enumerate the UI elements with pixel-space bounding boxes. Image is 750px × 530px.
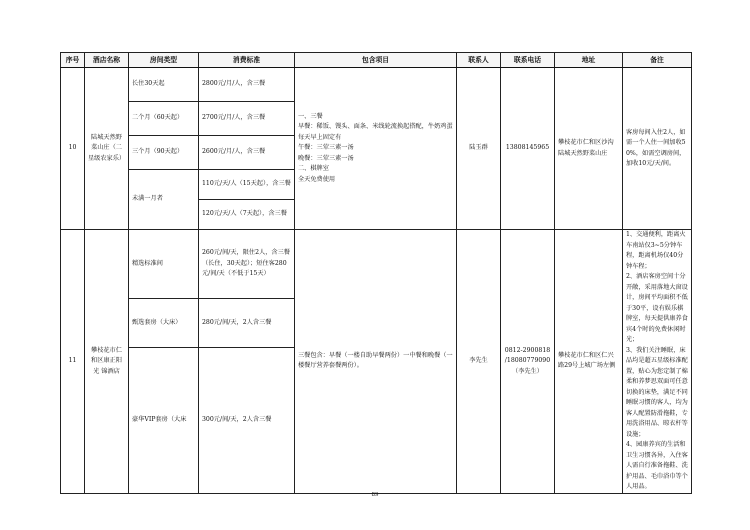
table-row	[61, 230, 692, 299]
price-cell: 110元/天/人（15天起），含三餐	[199, 170, 295, 200]
note-line: 1、交通便利，距离火车南站仅3~5分钟车程，距离机场仅40分钟车程；	[626, 231, 686, 270]
col-header-seq: 序号	[61, 53, 85, 68]
includes-line: 二、棋牌室	[298, 165, 329, 173]
room-type-cell: 未满一月者	[129, 170, 199, 230]
room-type-cell: 长住30天起	[129, 68, 199, 102]
includes-line: 午餐：三荤三素一汤	[298, 144, 354, 152]
col-header-includes: 包含项目	[295, 53, 457, 68]
price-cell: 2600元/月/人，含三餐	[199, 136, 295, 170]
note-line: 4、园康养宾的生活和卫生习惯各异，入住客人需自行准备拖鞋、洗护用品、毛巾浴巾等个人用品。	[626, 441, 688, 490]
hotel-name-cell: 陆城天然野菜山庄（二星级农家乐）	[85, 68, 129, 230]
col-header-room-type: 房间类型	[129, 53, 199, 68]
col-header-note: 备注	[623, 53, 692, 68]
room-type-cell: 三个月（90天起）	[129, 136, 199, 170]
includes-cell	[295, 68, 457, 230]
room-type-cell: 甄选套房（大床）	[129, 298, 199, 347]
includes-line: 早餐：稀饭、馒头、面条、米线轮流换起搭配，牛奶鸡蛋每天早上固定有	[298, 123, 453, 141]
room-type-cell: 豪华VIP套房（大床	[129, 348, 199, 493]
note-cell: 客房每间入住2人，如需一个人住一间加收50%，如需空调房间，加收10元/天/间。	[623, 68, 692, 230]
includes-cell: 三餐包含：早餐（一楼自助早餐两份）一中餐和晚餐（一楼餐厅营养套餐两份）。	[295, 230, 457, 494]
includes-line: 一、三餐	[298, 112, 323, 120]
col-header-contact: 联系人	[457, 53, 501, 68]
includes-line: 晚餐：三荤三素一汤	[298, 154, 354, 162]
price-cell: 2800元/月/人，含三餐	[199, 68, 295, 102]
col-header-phone: 联系电话	[501, 53, 555, 68]
room-type-cell: 二个月（60天起）	[129, 102, 199, 136]
header-row	[61, 53, 692, 68]
note-cell	[623, 230, 692, 494]
seq-cell: 10	[61, 68, 85, 230]
phone-cell: 13808145965	[501, 68, 555, 230]
room-type-cell: 精选标准间	[129, 230, 199, 299]
seq-cell: 11	[61, 230, 85, 494]
hotel-table	[60, 52, 692, 494]
price-cell: 260元/间/天，限住2人，含三餐（长住，30天起）；短住客280元/间/天（不低于15天）	[199, 230, 295, 299]
address-cell: 攀枝花市仁和区仁兴路29号上城广场左侧	[555, 230, 623, 494]
address-cell: 攀枝花市仁和区沙沟陆城天然野菜山庄	[555, 68, 623, 230]
col-header-hotel: 酒店名称	[85, 53, 129, 68]
phone-cell	[501, 230, 555, 494]
note-line: 2、酒店客房空间十分开敞，采用落地大窗设计，房间平均面积不低于30平，设有娱乐棋牌室，每天提供康养食宾4个时的免费休闲时光；	[626, 273, 688, 343]
contact-cell: 李先生	[457, 230, 501, 494]
col-header-address: 地址	[555, 53, 623, 68]
note-line: 3、我们关注睡眠，床品均是超五星级标准配置，贴心为您定制了棉柔和养梦思双面可任意切换的床垫，满足不同睡眠习惯的客人，均为客人配置防滑拖鞋，专用洗浴用品、晾衣杆等设施；	[626, 346, 688, 438]
includes-line: 全天免费使用	[298, 175, 336, 183]
page-number: 89	[371, 492, 379, 498]
price-cell: 300元/间/天，2人含三餐	[199, 348, 295, 493]
price-cell: 280元/间/天，2人含三餐	[199, 298, 295, 347]
price-cell: 2700元/月/人，含三餐	[199, 102, 295, 136]
hotel-name-cell: 攀枝花市仁和区康正阳光 锦酒店	[85, 230, 129, 494]
price-cell: 120元/天/人（7天起），含三餐	[199, 200, 295, 230]
phone-line: 0812-2900818	[504, 346, 551, 354]
contact-cell: 陆玉群	[457, 68, 501, 230]
phone-line: （李先生）	[512, 367, 543, 375]
col-header-price: 消费标准	[199, 53, 295, 68]
phone-line: /18080779090	[504, 357, 551, 364]
table-row	[61, 68, 692, 102]
